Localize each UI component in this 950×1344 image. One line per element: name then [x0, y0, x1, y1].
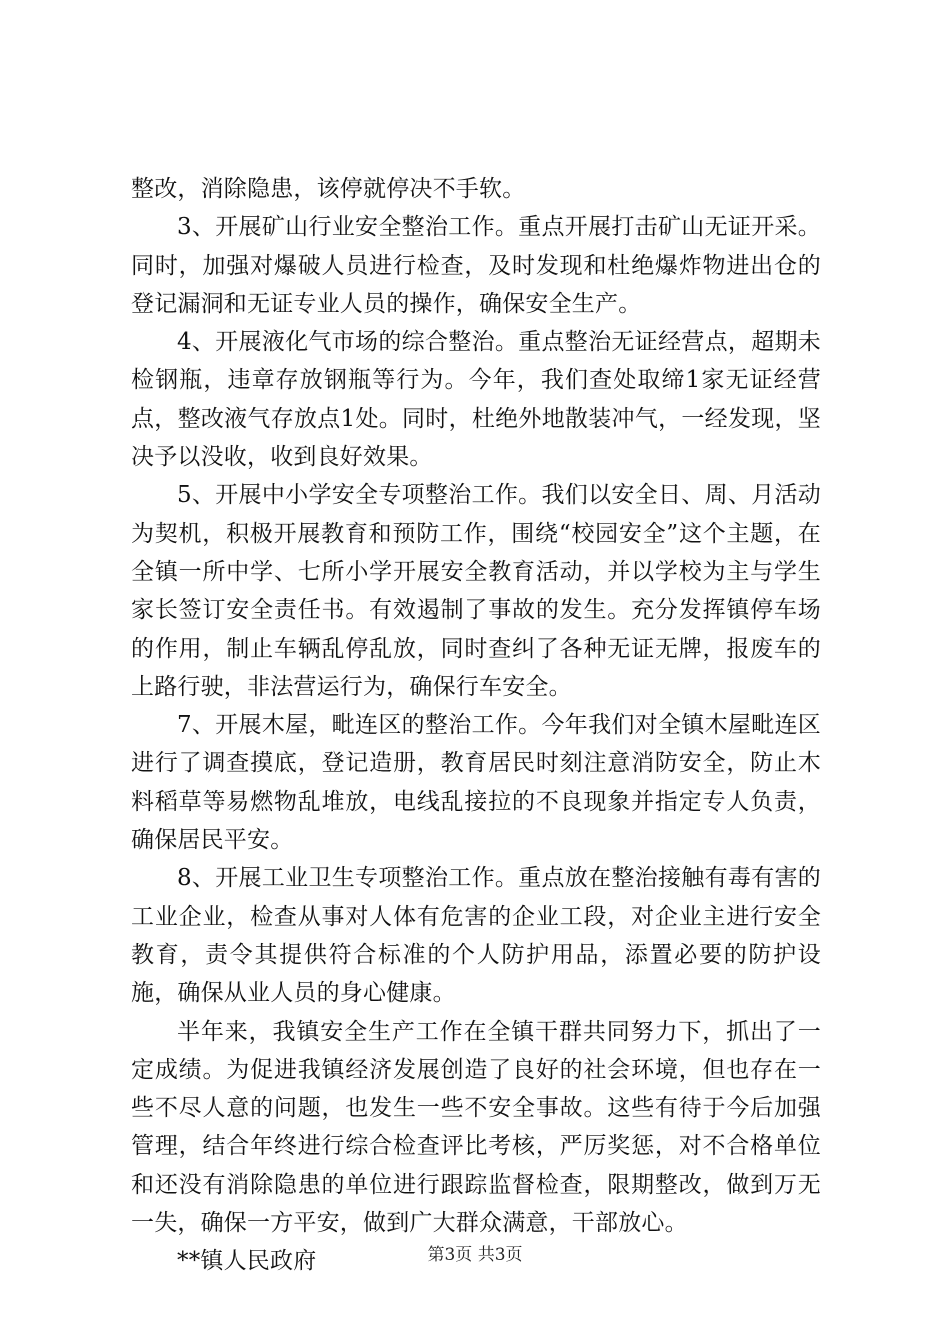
paragraph-continuation: 整改，消除隐患，该停就停决不手软。: [131, 176, 526, 202]
paragraph-item-8: 8、开展工业卫生专项整治工作。重点放在整治接触有毒有害的工业企业，检查从事对人体有危害的企业工段，对企业主进行安全教育，责令其提供符合标准的个人防护用品，添置必要的防护设施，确保从业人员的身心健康。: [131, 865, 821, 1007]
paragraph-summary: 半年来，我镇安全生产工作在全镇干群共同努力下，抓出了一定成绩。为促进我镇经济发展创造了良好的社会环境，但也存在一些不尽人意的问题，也发生一些不安全事故。这些有待于今后加强管理，结合年终进行综合检查评比考核，严厉奖惩，对不合格单位和还没有消除隐患的单位进行跟踪监督检查，限期整改，做到万无一失，确保一方平安，做到广大群众满意，干部放心。: [131, 1018, 821, 1237]
signature-line: **镇人民政府: [177, 1248, 317, 1275]
paragraph-item-7: 7、开展木屋，毗连区的整治工作。今年我们对全镇木屋毗连区进行了调查摸底，登记造册，教育居民时刻注意消防安全，防止木料稻草等易燃物乱堆放，电线乱接拉的不良现象并指定专人负责，确保居民平安。: [131, 712, 821, 854]
paragraph-item-5: 5、开展中小学安全专项整治工作。我们以安全日、周、月活动为契机，积极开展教育和预防工作，围绕“校园安全”这个主题，在全镇一所中学、七所小学开展安全教育活动，并以学校为主与学生家长签订安全责任书。有效遏制了事故的发生。充分发挥镇停车场的作用，制止车辆乱停乱放，同时查纠了各种无证无牌，报废车的上路行驶，非法营运行为，确保行车安全。: [131, 482, 821, 700]
paragraph-item-3: 3、开展矿山行业安全整治工作。重点开展打击矿山无证开采。同时，加强对爆破人员进行检查，及时发现和杜绝爆炸物进出仓的登记漏洞和无证专业人员的操作，确保安全生产。: [131, 214, 821, 317]
document-body: [131, 170, 821, 1281]
page-footer: 第3页 共3页: [427, 1245, 523, 1265]
paragraph-item-4: 4、开展液化气市场的综合整治。重点整治无证经营点，超期未检钢瓶，违章存放钢瓶等行为。今年，我们查处取缔1家无证经营点，整改液气存放点1处。同时，杜绝外地散装冲气，一经发现，坚决予以没收，收到良好效果。: [131, 329, 821, 471]
